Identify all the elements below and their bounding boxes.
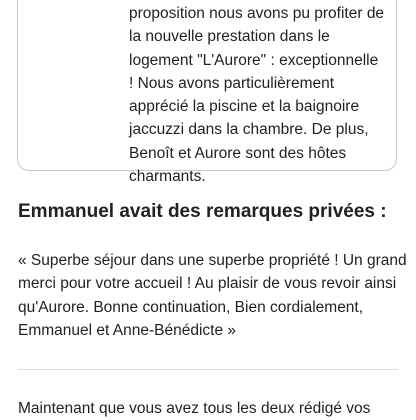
- footer-text: Maintenant que vous avez tous les deux rédigé vos: [18, 400, 371, 417]
- private-remarks-heading: Emmanuel avait des remarques privées :: [18, 201, 387, 222]
- review-card: [17, 0, 397, 186]
- section-divider: [18, 369, 398, 370]
- review-text: proposition nous avons pu profiter de la nouvelle prestation dans le logement "L'Aurore" : exceptionnelle ! Nous avons particulièrement apprécié la piscine et la baignoire jaccuzzi dans la chambre. De plus, Benoît et Aurore sont des hôtes charmants.: [129, 5, 385, 186]
- private-remarks-text: « Superbe séjour dans une superbe propriété ! Un grand merci pour votre accueil ! Au plaisir de vous revoir ainsi qu'Aurore. Bonne continuation, Bien cordialement, Emmanuel et Anne-Bénédicte »: [18, 252, 407, 339]
